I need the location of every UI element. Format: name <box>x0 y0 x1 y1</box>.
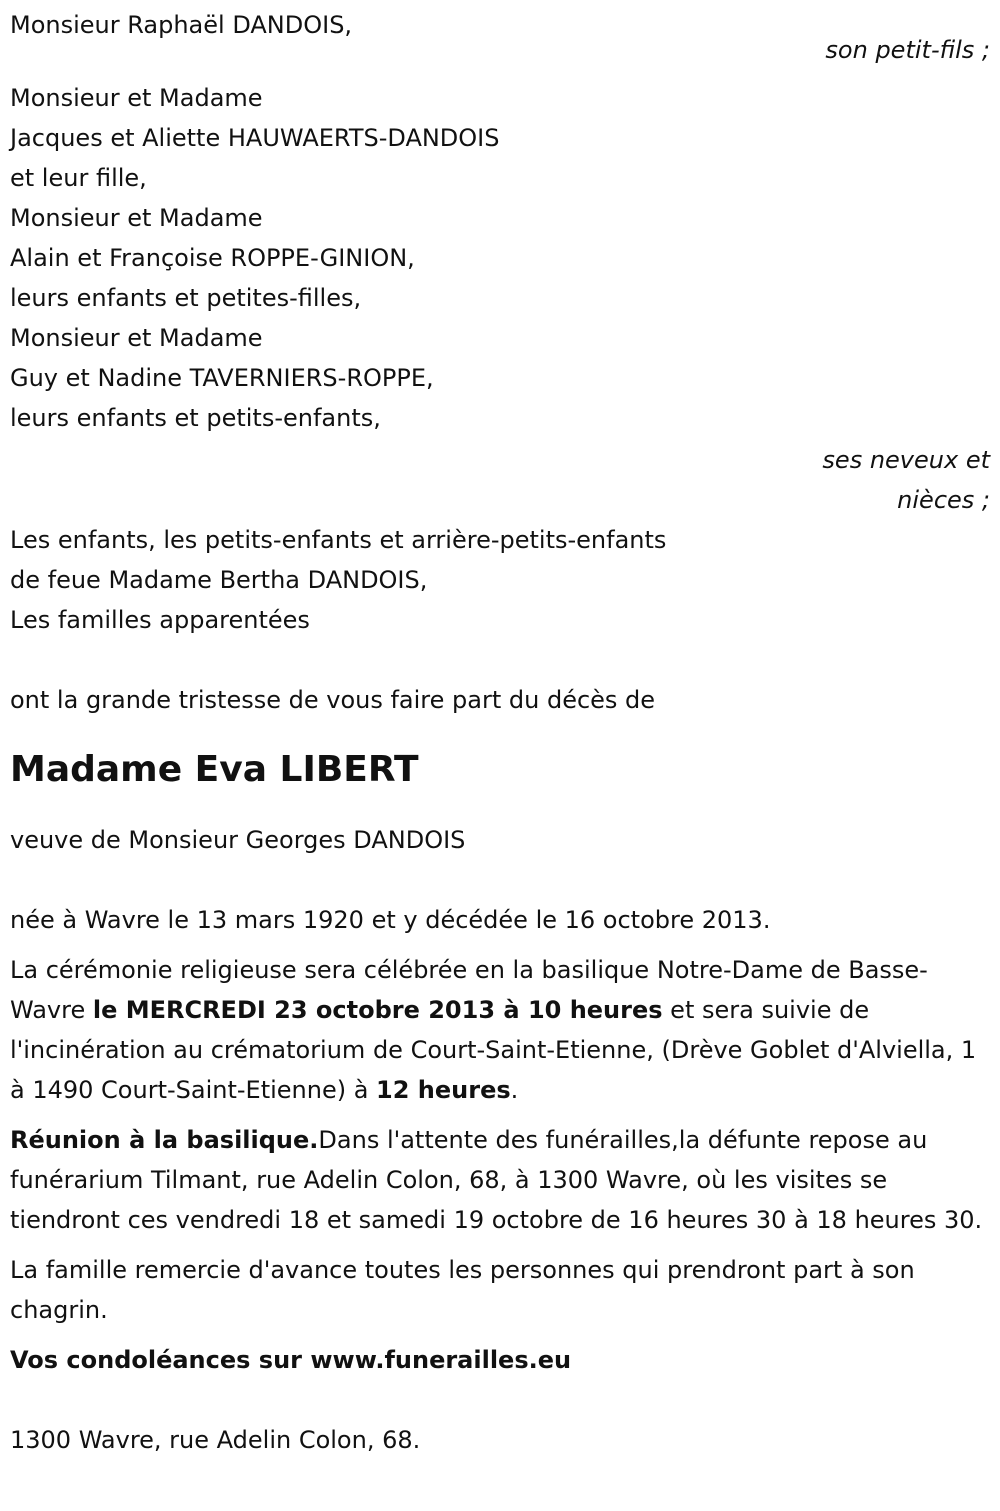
visits-paragraph <box>10 1120 990 1240</box>
other-relative-line: Les familles apparentées <box>10 606 310 634</box>
grandson-role: son petit-fils ; <box>825 36 990 64</box>
relatives-list <box>10 78 990 438</box>
cremation-time: 12 heures <box>376 1076 511 1104</box>
ceremony-end: . <box>510 1076 519 1104</box>
visits-lead: Réunion à la basilique. <box>10 1126 319 1154</box>
visits-text: Dans l'attente des funérailles,la défunte repose au funérarium Tilmant, rue Adelin Colon, 68, à 1300 Wavre, où les visites se tiendront ces vendredi 18 et samedi 19 octobre de 16 heures 30 à 18 heures 30. <box>10 1126 983 1234</box>
condolences-link: Vos condoléances sur www.funerailles.eu <box>10 1346 572 1374</box>
ceremony-paragraph <box>10 950 990 1110</box>
other-relatives <box>10 520 990 640</box>
ceremony-text-cont: et sera suivie de l'incinération au crématorium de Court-Saint-Etienne, (Drève Goblet d'Alviella, 1 à 1490 Court-Saint-Etienne) à <box>10 996 977 1104</box>
relatives-role-line-1: ses neveux et <box>822 446 990 474</box>
relative-line: et leur fille, <box>10 164 147 192</box>
birth-death: née à Wavre le 13 mars 1920 et y décédée le 16 octobre 2013. <box>10 906 771 934</box>
relative-line: leurs enfants et petits-enfants, <box>10 404 381 432</box>
ceremony-text: La cérémonie religieuse sera célébrée en la basilique Notre-Dame de Basse-Wavre <box>10 956 928 1024</box>
relatives-role-line-2: nièces ; <box>897 486 990 514</box>
other-relative-line: de feue Madame Bertha DANDOIS, <box>10 566 428 594</box>
relative-line: Guy et Nadine TAVERNIERS-ROPPE, <box>10 364 434 392</box>
relative-line: Monsieur et Madame <box>10 84 263 112</box>
relative-line: Jacques et Aliette HAUWAERTS-DANDOIS <box>10 124 500 152</box>
grandson-name: Monsieur Raphaël DANDOIS, <box>10 11 353 39</box>
other-relative-line: Les enfants, les petits-enfants et arrière-petits-enfants <box>10 526 667 554</box>
ceremony-date: le MERCREDI 23 octobre 2013 à 10 heures <box>92 996 663 1024</box>
deceased-name: Madame Eva LIBERT <box>10 749 419 790</box>
address: 1300 Wavre, rue Adelin Colon, 68. <box>10 1426 421 1454</box>
relative-line: leurs enfants et petites-filles, <box>10 284 362 312</box>
obituary-document <box>10 0 990 1460</box>
widow-of: veuve de Monsieur Georges DANDOIS <box>10 826 466 854</box>
relative-line: Monsieur et Madame <box>10 324 263 352</box>
relative-line: Monsieur et Madame <box>10 204 263 232</box>
thanks-paragraph: La famille remercie d'avance toutes les personnes qui prendront part à son chagrin. <box>10 1256 915 1324</box>
relative-line: Alain et Françoise ROPPE-GINION, <box>10 244 415 272</box>
announcement-intro: ont la grande tristesse de vous faire part du décès de <box>10 686 656 714</box>
